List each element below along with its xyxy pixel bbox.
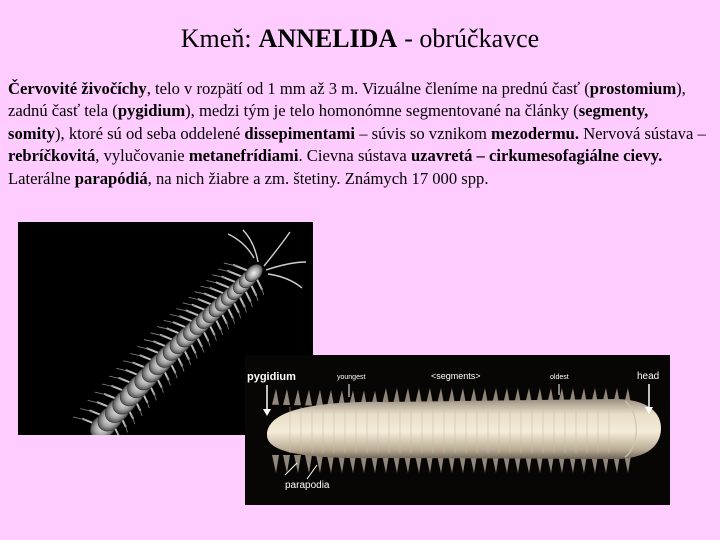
arrowhead-pygidium xyxy=(263,409,271,416)
parapodium-bottom xyxy=(294,455,301,473)
sem-chaeta xyxy=(213,332,216,341)
parapodium-top xyxy=(316,390,323,406)
sem-chaeta xyxy=(243,304,246,313)
label-oldest: oldest xyxy=(550,374,569,381)
sem-tentacle xyxy=(268,274,302,288)
bold-term: pygidium xyxy=(117,101,186,121)
parapodium-top xyxy=(404,388,411,404)
sem-chaeta xyxy=(261,286,264,295)
sem-tentacle xyxy=(266,262,306,270)
text-run: – súvis so vznikom xyxy=(355,123,492,143)
text-run: Laterálne xyxy=(8,168,75,188)
sem-chaeta xyxy=(220,326,223,335)
sem-chaeta xyxy=(160,384,163,393)
bold-term: mezodermu. xyxy=(491,123,580,143)
label-parapodia: parapodia xyxy=(285,480,330,491)
title-suffix: - obrúčkavce xyxy=(404,24,540,53)
slide-title xyxy=(0,24,720,54)
text-run: Nervová sústava – xyxy=(579,123,706,143)
sem-chaeta xyxy=(167,376,170,385)
sem-chaeta xyxy=(255,292,258,301)
description-paragraph xyxy=(8,78,708,190)
parapodium-bottom xyxy=(305,455,312,473)
parapodium-top xyxy=(272,389,279,405)
parapodium-top xyxy=(283,389,290,405)
sem-chaeta xyxy=(125,423,128,432)
parapodium-bottom xyxy=(272,455,279,473)
label-head: head xyxy=(637,371,660,382)
parapodium-bottom xyxy=(327,455,334,473)
title-prefix: Kmeň: xyxy=(180,24,252,53)
title-phylum-name: ANNELIDA xyxy=(258,24,398,53)
bold-term: Červovité živočíchy xyxy=(8,79,147,98)
bold-term: uzavretá – cirkumesofagiálne cievy. xyxy=(410,146,663,166)
bold-term: dissepimentami xyxy=(244,123,356,143)
text-run: ), medzi tým je telo homonómne segmentované na články ( xyxy=(185,101,579,121)
sem-chaeta xyxy=(238,309,241,318)
text-run: . Cievna sústava xyxy=(298,146,411,166)
worm-diagram-image xyxy=(245,355,670,505)
bold-term: segmenty, somity xyxy=(8,101,649,143)
sem-chaeta xyxy=(232,315,235,324)
sem-tentacle xyxy=(228,234,254,258)
sem-chaeta xyxy=(201,343,204,352)
parapodium-top xyxy=(393,388,400,404)
sem-chaeta xyxy=(249,298,252,307)
sem-chaeta xyxy=(146,399,149,408)
sem-chaeta xyxy=(174,369,177,378)
worm-diagram-graphic xyxy=(245,355,670,505)
sem-chaeta xyxy=(188,356,191,365)
parapodium-top xyxy=(305,389,312,405)
parapodium-top xyxy=(327,390,334,406)
sem-tentacle xyxy=(264,232,290,266)
sem-chaeta xyxy=(181,363,184,372)
parapodium-top xyxy=(294,389,301,405)
sem-chaeta xyxy=(207,337,210,346)
text-run: , vylučovanie xyxy=(95,146,189,166)
parapodium-top xyxy=(382,388,389,404)
text-run: ), zadnú časť tela ( xyxy=(8,79,686,121)
sem-chaeta xyxy=(139,407,142,416)
sem-chaeta xyxy=(194,350,197,359)
sem-chaeta xyxy=(226,320,229,329)
sem-chaeta xyxy=(132,415,135,424)
parapodium-bottom xyxy=(283,455,290,473)
parapodium-bottom xyxy=(316,455,323,473)
bold-term: parapódiá xyxy=(74,168,148,188)
text-run: , na nich žiabre a zm. štetiny. Známych 17 000 spp. xyxy=(147,168,489,188)
sem-chaeta xyxy=(153,391,156,400)
bold-term: rebríčkovitá xyxy=(8,146,96,166)
text-run: ), ktoré sú od seba oddelené xyxy=(55,123,245,143)
label-youngest: youngest xyxy=(337,374,366,381)
text-run: , telo v rozpätí od 1 mm až 3 m. Vizuálne členíme na prednú časť ( xyxy=(146,79,590,98)
worm-body xyxy=(267,399,661,459)
label-segments: <segments> xyxy=(431,371,481,381)
bold-term: metanefrídiami xyxy=(188,146,299,166)
label-pygidium: pygidium xyxy=(247,371,296,383)
bold-term: prostomium xyxy=(589,79,677,98)
